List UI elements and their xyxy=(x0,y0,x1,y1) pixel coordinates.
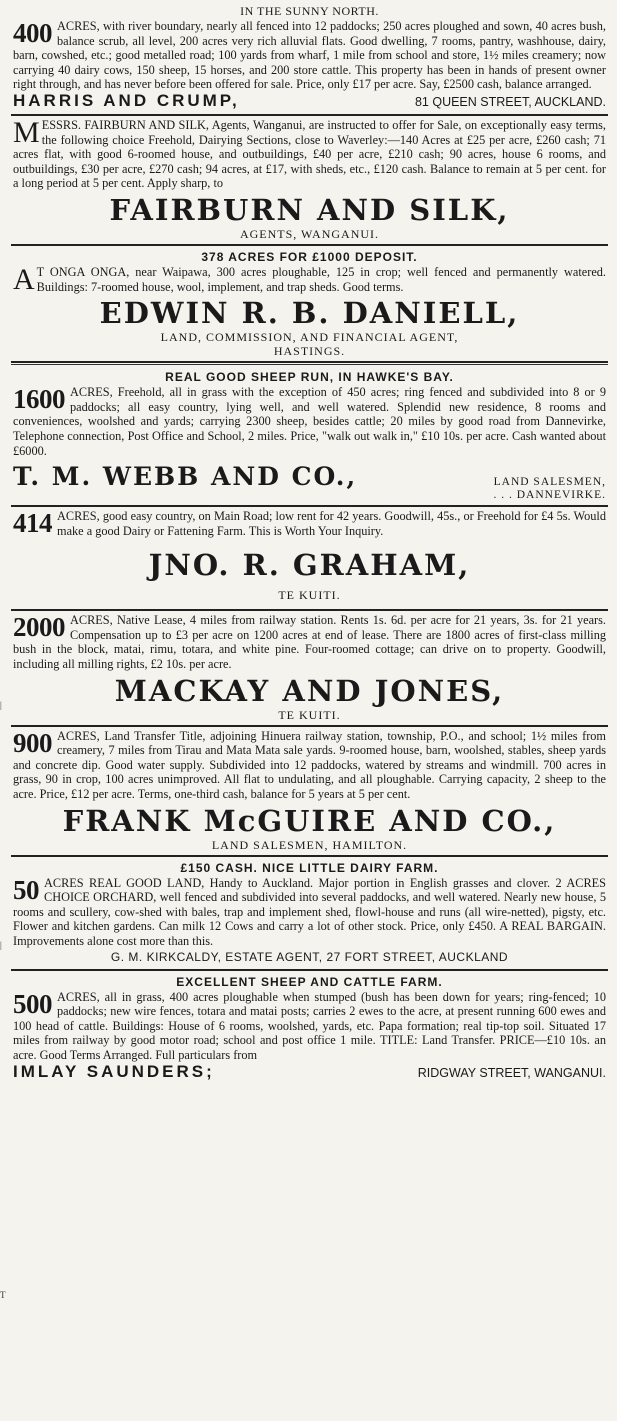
acreage-number: 1600 xyxy=(13,384,65,415)
acreage-number: 50 xyxy=(13,874,39,905)
ad-signature xyxy=(13,458,606,502)
firm-name: FAIRBURN AND SILK, xyxy=(109,192,510,227)
ad-dairy-farm xyxy=(9,857,610,969)
ad-signature xyxy=(13,1063,606,1082)
ad-body xyxy=(13,262,606,296)
edge-mark: T xyxy=(0,1290,6,1300)
ad-signature xyxy=(13,92,606,111)
ad-te-kuiti-414 xyxy=(9,507,610,609)
classified-column xyxy=(9,0,610,1085)
ad-onga-onga xyxy=(9,246,610,361)
ad-body xyxy=(13,19,606,92)
ad-heading: REAL GOOD SHEEP RUN, IN HAWKE'S BAY. xyxy=(165,370,454,385)
agent-footer: G. M. KIRKCALDY, ESTATE AGENT, 27 FORT STREET, AUCKLAND xyxy=(110,949,509,964)
ad-sunny-north xyxy=(9,0,610,114)
edge-mark: | xyxy=(0,700,2,710)
ad-text: ACRES, all in grass, 400 acres ploughable when stumped (bush has been down for years; ring-fenced; 10 paddocks; new wire fences, totara and matai posts; carries 2 ewes to the acre, at present running 600 ewes and 100 head of cattle. Buildings: House of 6 rooms, woolshed, yards, etc. Papa formation; real tip-top soil. Situated 17 miles from railway by good motor road; school and post office 1 mile. TITLE: Land Transfer. PRICE—£10 10s. an acre. Good Terms Arranged. Full particulars from xyxy=(13,989,606,1062)
divider xyxy=(11,361,608,363)
edge-mark: | xyxy=(0,940,2,950)
acreage-number: 2000 xyxy=(13,612,65,643)
firm-subtitle: AGENTS, WANGANUI. xyxy=(239,226,380,241)
firm-address: RIDGWAY STREET, WANGANUI. xyxy=(417,1065,606,1080)
ad-text: ACRES, Freehold, all in grass with the exception of 450 acres; ring fenced and subdivided into 8 or 9 paddocks; all easy country, lying well, and well watered. Splendid new residence, 8 rooms and conveniences, woolshed and yards; carrying 2300 sheep, besides cattle; 20 miles by good road from Dannevirke, Telephone connection, Post Office and School, 2 miles. Price, "walk out walk in," £10 10s. per acre. Cash wanted about £6000. xyxy=(13,385,606,458)
acreage-number: 414 xyxy=(13,508,52,539)
ad-body xyxy=(13,115,606,191)
firm-subtitle: LAND SALESMEN, xyxy=(493,476,606,489)
acreage-number: 900 xyxy=(13,727,52,758)
ad-text: T ONGA ONGA, near Waipawa, 300 acres ploughable, 125 in crop; well fenced and permanently watered. Buildings: 7-roomed house, wool, implement, and trap sheds. Good terms. xyxy=(36,264,606,294)
ad-body xyxy=(13,509,606,538)
firm-subtitle: LAND, COMMISSION, AND FINANCIAL AGENT, xyxy=(160,330,459,345)
ad-fairburn-silk xyxy=(9,116,610,244)
ad-text: ACRES, Native Lease, 4 miles from railway station. Rents 1s. 6d. per acre for 21 years, 3s. for 21 years. Compensation up to £3 per acre on 1200 acres at end of lease. There are 1800 acres of first-class milling bush in the block, matai, rimu, totara, and white pine. Four-roomed cottage; can drive on to property. Goodwill, including all milling rights, £2 10s. per acre. xyxy=(13,613,606,672)
ad-hinuera xyxy=(9,727,610,855)
ad-body xyxy=(13,990,606,1063)
ad-text: ACRES, good easy country, on Main Road; low rent for 42 years. Goodwill, 45s., or Freehold for £4 5s. Would make a good Dairy or Fattening Farm. This is Worth Your Inquiry. xyxy=(57,509,606,538)
drop-cap: M xyxy=(13,115,40,149)
firm-name: HARRIS AND CRUMP, xyxy=(13,90,240,110)
firm-name: FRANK McGUIRE AND CO., xyxy=(62,803,557,838)
firm-name: IMLAY SAUNDERS; xyxy=(13,1061,215,1081)
firm-location: TE KUITI. xyxy=(278,707,341,722)
firm-subtitle: LAND SALESMEN, HAMILTON. xyxy=(211,837,408,852)
ad-te-kuiti-2000 xyxy=(9,611,610,724)
ad-heading: EXCELLENT SHEEP AND CATTLE FARM. xyxy=(176,974,443,989)
divider xyxy=(11,364,608,365)
firm-location: . . . DANNEVIRKE. xyxy=(493,489,606,502)
ad-sheep-cattle xyxy=(9,971,610,1085)
firm-name: MACKAY AND JONES, xyxy=(114,673,505,708)
acreage-number: 400 xyxy=(13,18,52,48)
ad-body xyxy=(13,385,606,458)
ad-heading: £150 CASH. NICE LITTLE DAIRY FARM. xyxy=(180,860,439,875)
ad-body xyxy=(13,729,606,802)
firm-name: EDWIN R. B. DANIELL, xyxy=(99,296,520,331)
firm-name: T. M. WEBB AND CO., xyxy=(13,462,358,492)
ad-text: ACRES, Land Transfer Title, adjoining Hinuera railway station, township, P.O., and school; 1½ miles from creamery, 7 miles from Tirau and Mata Mata sale yards. 9-roomed house, barn, woolshed, stables, sheep yards and concrete dip. Good water supply. Subdivided into 12 paddocks, watered by streams and windmill. 700 acres in grass, 90 in crop, 100 acres unimproved. All flat to undulating, and all ploughable. Carrying capacity, 2 sheep to the acre. Price, £12 per acre. Terms, one-third cash, balance for 5 years at 5 per cent. xyxy=(13,728,606,802)
ad-text: ESSRS. FAIRBURN AND SILK, Agents, Wanganui, are instructed to offer for Sale, on exceptionally easy terms, the following choice Freehold, Dairying Sections, close to Waverley:—140 Acres at £25 per acre, £260 cash; 71 acres flat, with good 6-roomed house, and outbuildings, £40 per acre, £210 cash; 90 acres, house 6 rooms, and outbuildings, £30 per acre, £270 cash; 94 acres, at £17, with sheds, etc., £120 cash. Balance to remain at 5 per cent. for a long period at 5 per cent. Apply sharp, to xyxy=(13,117,606,191)
ad-heading: 378 ACRES FOR £1000 DEPOSIT. xyxy=(201,249,418,264)
ad-body xyxy=(13,876,606,949)
ad-text: ACRES REAL GOOD LAND, Handy to Auckland. Major portion in English grasses and clover. 2 ACRES CHOICE ORCHARD, well fenced and subdivided into several paddocks, and well watered. Nearly new house, 5 rooms and scullery, cow-shed with bales, trap and implement shed, flowl-house and runs (all wire-netted), pigsty, etc. Flower and kitchen gardens. Can milk 12 Cows and carry a lot of other stock. Price, only £450. A REAL BARGAIN. Improvements alone cost more than this. xyxy=(13,875,606,948)
firm-address: 81 QUEEN STREET, AUCKLAND. xyxy=(414,94,606,109)
ad-body xyxy=(13,613,606,671)
firm-location: TE KUITI. xyxy=(278,588,341,603)
acreage-number: 500 xyxy=(13,988,52,1019)
drop-cap: A xyxy=(13,262,35,296)
ad-heading: IN THE SUNNY NORTH. xyxy=(240,4,379,18)
firm-name: JNO. R. GRAHAM, xyxy=(148,548,471,583)
ad-text: ACRES, with river boundary, nearly all fenced into 12 paddocks; 250 acres ploughed and sown, 40 acres bush, balance scrub, all level, 200 acres very rich alluvial flats. Good dwelling, 7 rooms, pantry, washhouse, dairy, barn, cowshed, etc.; good metalled road; 100 yards from wharf, 1 mile from school and store, 1½ miles creamery; now carrying 40 dairy cows, 150 sheep, 15 horses, and 200 store cattle. This property has been in hands of present owner right through, and has never before been offered for sale. Price, only £17 per acre. Say, £2500 cash, balance arranged. xyxy=(13,19,606,92)
ad-hawkes-bay xyxy=(9,366,610,505)
firm-location: HASTINGS. xyxy=(273,344,346,359)
firm-subtitle-block xyxy=(493,476,606,502)
